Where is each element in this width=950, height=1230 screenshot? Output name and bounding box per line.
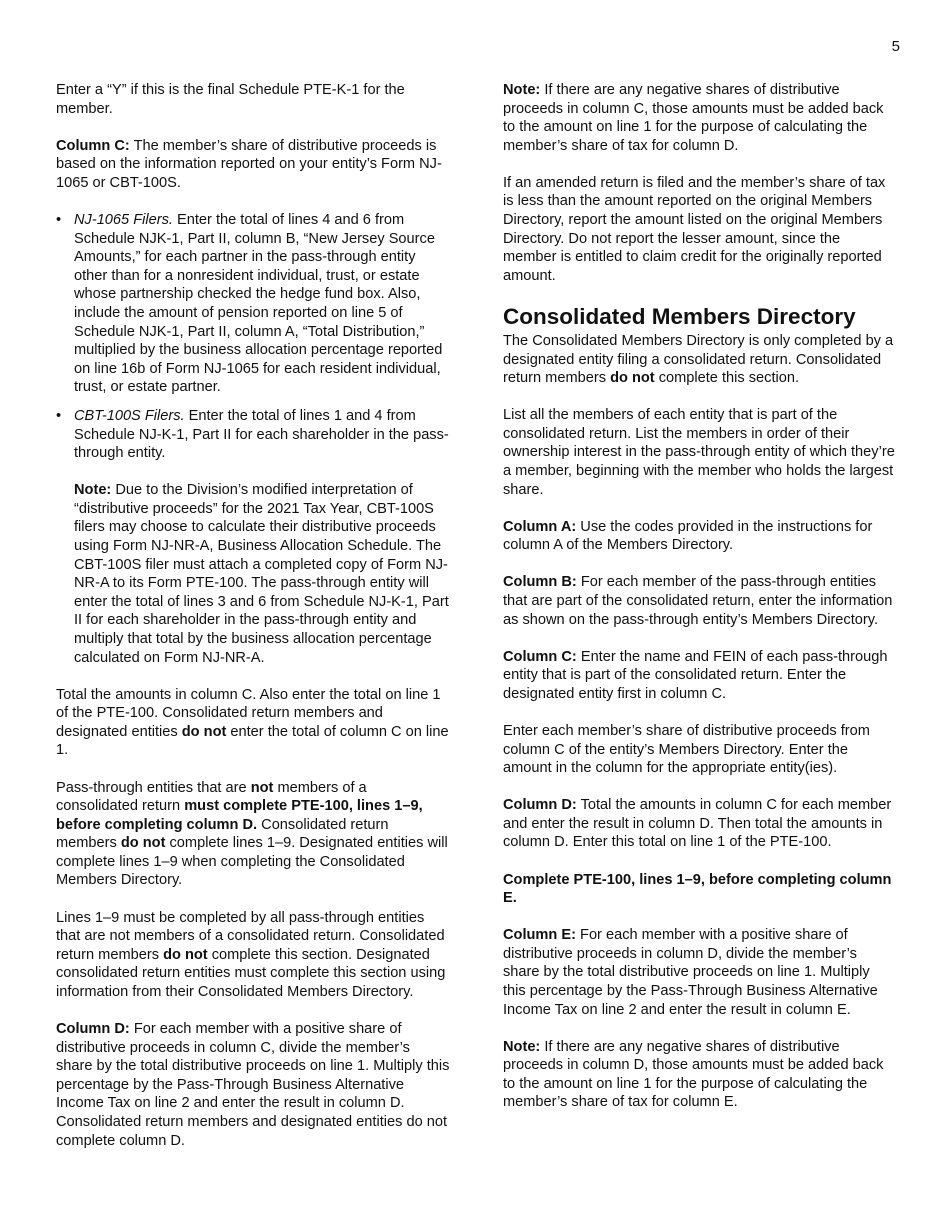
pass-text-g: complete lines 1–9. Designated entities will complete lines 1–9 when completing the Consolidated Members Directory. — [56, 835, 448, 889]
column-c-text: The member’s share of distributive proceeds is based on the information reported on your entity’s Form NJ-1065 or CBT-100S. — [56, 137, 442, 191]
pass-text-b: not — [250, 779, 274, 796]
total-text-c: enter the total of column C on line 1. — [56, 723, 449, 759]
column-d-label: Column D: — [503, 797, 577, 814]
column-c-label: Column C: — [56, 137, 130, 154]
filer-list — [56, 211, 450, 667]
pass-text-d: must complete PTE-100, lines 1–9, before completing column D. — [56, 798, 423, 833]
enter-each-paragraph: Enter each member’s share of distributive proceeds from column C of the entity’s Members Directory. Enter the amount in the column for the appropriate entity(ies). — [503, 722, 870, 777]
column-a-paragraph — [503, 518, 895, 555]
section-heading: Consolidated Members Directory — [503, 303, 856, 329]
pass-text-a: Pass-through entities that are — [56, 779, 251, 796]
pass-text-f: do not — [120, 835, 166, 852]
column-c-label: Column C: — [503, 648, 577, 665]
pass-through-paragraph — [56, 779, 450, 891]
bullet-icon: • — [56, 211, 62, 228]
total-text-b: do not — [181, 723, 227, 740]
lines-text-b: do not — [163, 946, 208, 963]
note-text: If there are any negative shares of distributive proceeds in column D, those amounts must be added back to the amount on line 1 for the purpose of calculating the member’s share of tax for column E. — [503, 1038, 884, 1111]
left-column — [56, 81, 450, 1169]
cbt100s-text: Enter the total of lines 1 and 4 from Schedule NJ-K-1, Part II for each shareholder in the pass-through entity. — [74, 407, 449, 462]
pass-text-c: members of a consolidated return — [56, 779, 367, 815]
column-e-label: Column E: — [503, 927, 576, 944]
column-c-consolidated-paragraph — [503, 648, 895, 704]
column-d-paragraph — [56, 1020, 450, 1150]
column-d-text: For each member with a positive share of distributive proceeds in column C, divide the member’s share by the total distributive proceeds on line 1. Multiply this percentage by the Pass-Through Business Alternative Income Tax on line 2 and enter the result in column D. Consolidated return members and designated entities do not complete column D. — [56, 1021, 450, 1149]
column-c-paragraph — [56, 137, 450, 193]
column-a-text: Use the codes provided in the instructions for column A of the Members Directory. — [503, 518, 873, 554]
cbt100s-note — [74, 481, 450, 667]
column-c-text: Enter the name and FEIN of each pass-through entity that is part of the consolidated return. Enter the designated entity first in column C. — [503, 648, 888, 702]
negative-shares-note-2 — [503, 1038, 895, 1112]
list-item-nj1065 — [56, 211, 450, 397]
column-b-paragraph — [503, 573, 895, 629]
nj1065-label: NJ-1065 Filers. — [74, 211, 173, 228]
lines-text-a: Lines 1–9 must be completed by all pass-through entities that are not members of a consolidated return. Consolidated return members — [56, 909, 445, 963]
note-label: Note: — [503, 1038, 541, 1055]
column-b-label: Column B: — [503, 574, 577, 591]
nj1065-text: Enter the total of lines 4 and 6 from Schedule NJK-1, Part II, column B, “New Jersey Source Amounts,” for each partner in the pass-through entity other than for a nonresident individual, trust, or estate whose partnership checked the hedge fund box. Also, include the amount of pension reported on line 5 of Schedule NJK-1, Part II, column A, “Total Distribution,” multiplied by the business allocation percentage reported on line 16b of Form NJ-1065 for each resident individual, trust, or estate partner. — [74, 211, 443, 396]
lines-text-c: complete this section. Designated consolidated return entities must complete this section using information from their Consolidated Members Directory. — [56, 946, 446, 1000]
final-schedule-paragraph: Enter a “Y” if this is the final Schedule PTE-K-1 for the member. — [56, 82, 405, 117]
pass-text-e: Consolidated return members — [56, 816, 389, 852]
lines-1-9-paragraph — [56, 909, 450, 1002]
column-e-text: For each member with a positive share of distributive proceeds in column D, divide the member’s share by the total distributive proceeds on line 1. Multiply this percentage by the Pass-Through Business Alternative Income Tax on line 2 and enter the result in column E. — [503, 927, 878, 1018]
intro-text-b: do not — [610, 370, 655, 387]
amended-return-paragraph: If an amended return is filed and the member’s share of tax is less than the amount reported on the original Members Directory, report the amount listed on the original Members Directory. Do not report the lesser amount, since the member is entitled to claim credit for the originally reported amount. — [503, 174, 886, 284]
consolidated-intro-paragraph — [503, 332, 895, 388]
column-b-text: For each member of the pass-through entities that are part of the consolidated return, enter the information as shown on the pass-through entity’s Members Directory. — [503, 574, 893, 628]
note-label: Note: — [74, 482, 112, 499]
page-number: 5 — [891, 38, 900, 55]
negative-shares-note-1 — [503, 81, 895, 155]
intro-text-a: The Consolidated Members Directory is only completed by a designated entity filing a consolidated return. Consolidated return members — [503, 332, 894, 387]
list-item-cbt100s — [56, 407, 450, 667]
column-d-label: Column D: — [56, 1021, 130, 1038]
column-d-text: Total the amounts in column C for each member and enter the result in column D. Then total the amounts in column D. Enter this total on line 1 of the PTE-100. — [503, 797, 892, 851]
total-text-a: Total the amounts in column C. Also enter the total on line 1 of the PTE-100. Consolidated return members and designated entities — [56, 686, 441, 740]
cbt100s-label: CBT-100S Filers. — [74, 407, 185, 424]
complete-pte-paragraph — [503, 871, 895, 908]
list-members-paragraph: List all the members of each entity that is part of the consolidated return. List the members in order of their ownership interest in the pass-through entity of which they’re a member, beginning with the member who holds the largest share. — [503, 407, 895, 498]
bullet-icon: • — [56, 407, 62, 424]
column-e-paragraph — [503, 926, 895, 1019]
complete-pte-text: Complete PTE-100, lines 1–9, before completing column E. — [503, 871, 892, 907]
total-column-c-paragraph — [56, 686, 450, 760]
note-text: Due to the Division’s modified interpretation of “distributive proceeds” for the 2021 Tax Year, CBT-100S filers may choose to calculate their distributive proceeds using Form NJ-NR-A, Business Allocation Schedule. The CBT-100S filer must attach a completed copy of Form NJ-NR-A to its Form PTE-100. The pass-through entity will enter the total of lines 3 and 6 from Schedule NJ-K-1, Part II for each shareholder in the pass-through entity and multiply that total by the business allocation percentage calculated on Form NJ-NR-A. — [74, 482, 449, 666]
right-column — [503, 81, 895, 1131]
note-label: Note: — [503, 82, 541, 98]
column-d-consolidated-paragraph — [503, 796, 895, 852]
intro-text-c: complete this section. — [654, 370, 800, 387]
column-a-label: Column A: — [503, 518, 577, 535]
note-text: If there are any negative shares of distributive proceeds in column C, those amounts must be added back to the amount on line 1 for the purpose of calculating the member’s share of tax for column D. — [503, 82, 884, 154]
